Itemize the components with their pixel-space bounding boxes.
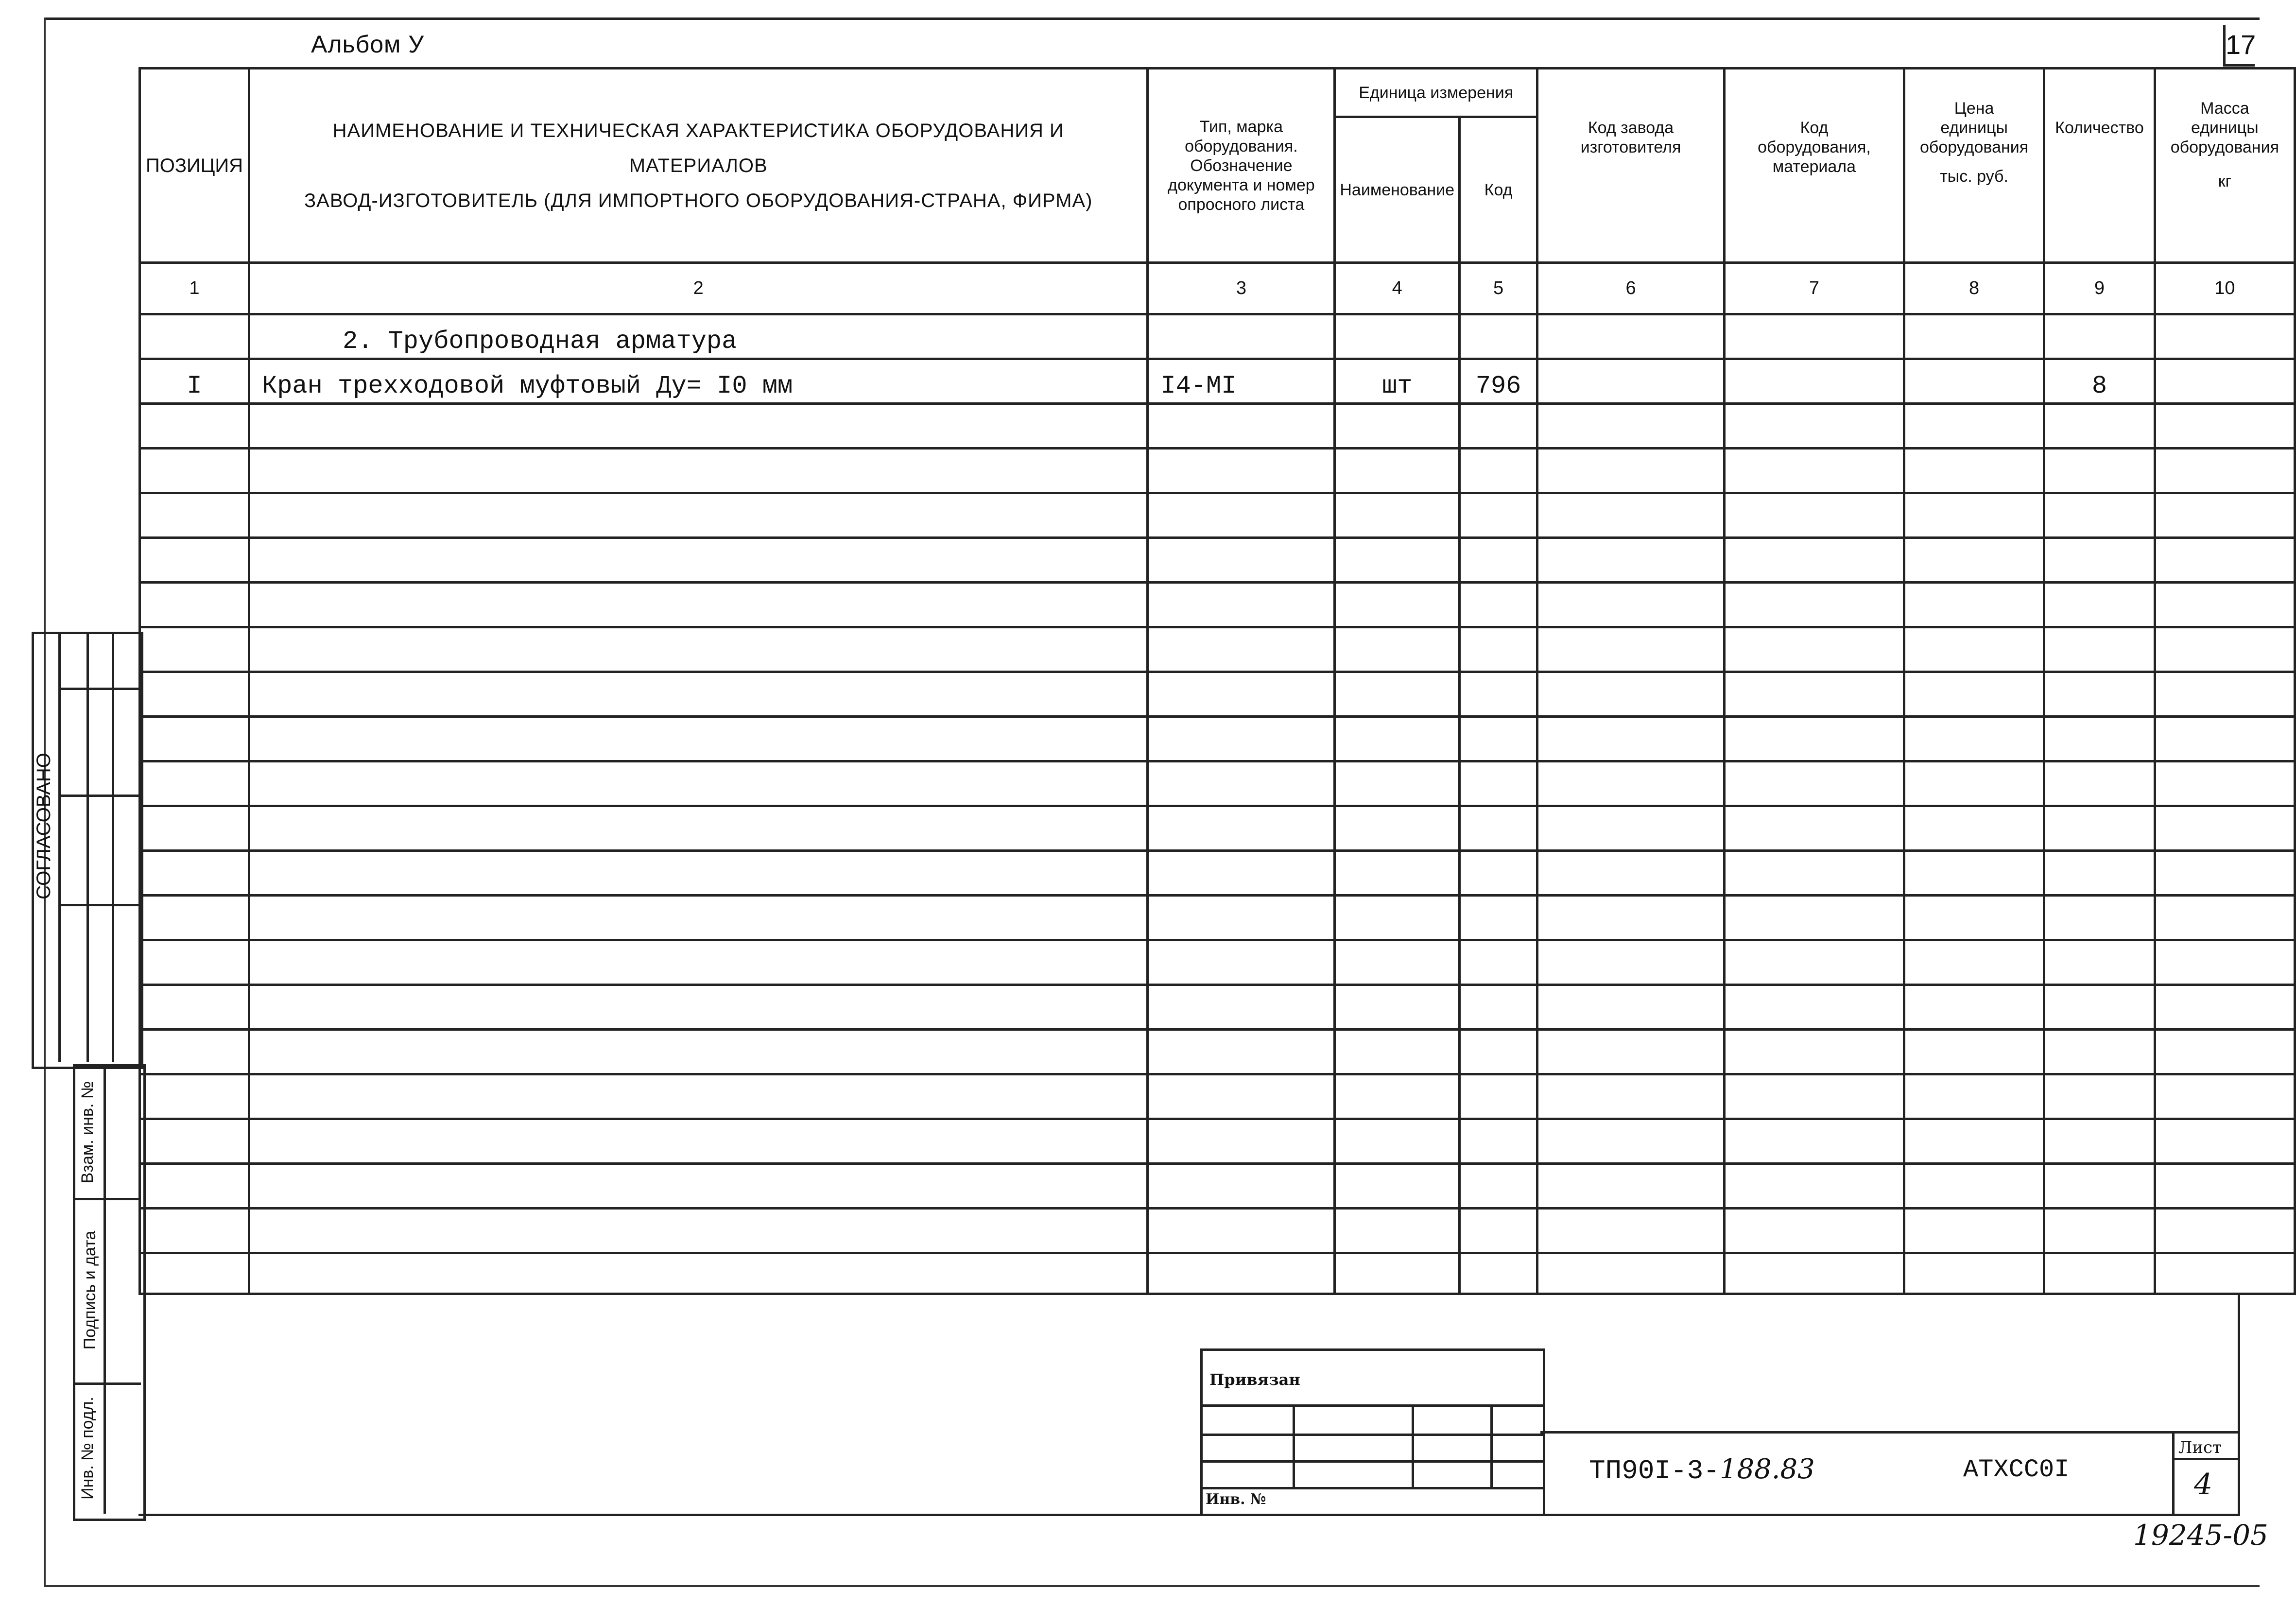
column-number: 3 [1148,263,1335,314]
table-row [140,538,2295,583]
title-block-area [138,1293,2240,1516]
table-row [140,1030,2295,1074]
header-type: Тип, марка оборудования. Обозначение документа и номер опросного листа [1148,69,1335,263]
blank-rows [140,404,2295,1294]
table-row [140,493,2295,538]
header-name-line2: МАТЕРИАЛОВ [629,155,768,176]
table-row [140,806,2295,851]
header-name-line3: ЗАВОД-ИЗГОТОВИТЕЛЬ (ДЛЯ ИМПОРТНОГО ОБОРУДОВАНИЯ-СТРАНА, ФИРМА) [304,190,1093,211]
cell-factory-code [1537,359,1725,404]
agreement-stamp [32,632,143,1069]
table-row [140,359,2295,404]
header-mass [2155,69,2295,263]
cell-mass [2155,359,2295,404]
frame-top-border [44,17,2260,20]
section-row [140,314,2295,359]
table-row [140,583,2295,627]
header-unit-code: Код [1460,117,1537,263]
column-number: 10 [2155,263,2295,314]
inventory-stamp [73,1064,146,1521]
cell-equipment-code [1724,359,1904,404]
album-title: Альбом У [311,31,425,58]
header-quantity: Количество [2044,69,2155,263]
table-row [140,940,2295,985]
header-name [249,69,1147,263]
section-title: 2. Трубопроводная арматура [249,314,1147,359]
replacement-inventory-label: Взам. инв. № [78,1081,97,1184]
column-number: 2 [249,263,1147,314]
column-number: 1 [140,263,249,314]
title-block-divider [1540,1431,2240,1434]
column-number: 6 [1537,263,1725,314]
table-row [140,1253,2295,1294]
document-code-handwritten: 188.83 [1719,1453,1815,1485]
table-row [140,1074,2295,1119]
column-number: 9 [2044,263,2155,314]
archive-number: 19245-05 [2133,1519,2268,1552]
bound-label: Привязан [1209,1370,1300,1389]
frame-bottom-border [44,1585,2260,1587]
column-number: 4 [1335,263,1460,314]
inventory-number-label: Инв. № [1206,1491,1266,1508]
sheet-value: 4 [2194,1468,2213,1502]
header-unit-group: Единица измерения [1335,69,1537,117]
header-mass-unit: кг [2218,172,2232,190]
header-factory-code: Код завода изготовителя [1537,69,1725,263]
cell-unit-code: 796 [1460,359,1537,404]
column-number: 8 [1904,263,2044,314]
cell-type: I4-МI [1148,359,1335,404]
table-row [140,1119,2295,1164]
binding-block [1200,1348,1545,1516]
header-position: ПОЗИЦИЯ [140,69,249,263]
table-row [140,1209,2295,1253]
column-number: 5 [1460,263,1537,314]
table-row [140,896,2295,940]
table-row [140,717,2295,761]
column-number-row [140,263,2295,314]
cell-quantity: 8 [2044,359,2155,404]
header-name-line1: НАИМЕНОВАНИЕ И ТЕХНИЧЕСКАЯ ХАРАКТЕРИСТИКА ОБОРУДОВАНИЯ И [332,120,1064,141]
table-row [140,449,2295,493]
page-sheet-number: 17 [2223,25,2255,67]
header-unit-name: Наименование [1335,117,1460,263]
table-row [140,985,2295,1030]
table-row [140,761,2295,806]
signature-date-label: Подпись и дата [81,1230,99,1350]
header-price-label: Цена единицы оборудования [1919,99,2029,156]
column-number: 7 [1724,263,1904,314]
table-row [140,404,2295,449]
original-inventory-label: Инв. № подл. [78,1397,97,1500]
header-mass-label: Масса единицы оборудования [2170,99,2279,156]
agreed-label: СОГЛАСОВАНО [33,753,54,899]
cell-position: I [140,359,249,404]
document-code-printed: ТП90I-3- [1589,1455,1720,1486]
header-equipment-code: Код оборудования, материала [1724,69,1904,263]
header-price [1904,69,2044,263]
table-row [140,627,2295,672]
header-price-unit: тыс. руб. [1940,167,2008,186]
table-row [140,672,2295,717]
cell-name: Кран трехходовой муфтовый Ду= I0 мм [249,359,1147,404]
table-row [140,1164,2295,1209]
set-code: АТХСС0I [1963,1455,2070,1484]
cell-price [1904,359,2044,404]
table-row [140,851,2295,896]
sheet-label: Лист [2178,1438,2222,1457]
cell-unit-name: шт [1335,359,1460,404]
document-code [1589,1453,1815,1486]
sheet-box [2172,1431,2243,1514]
specification-table [138,67,2296,1295]
